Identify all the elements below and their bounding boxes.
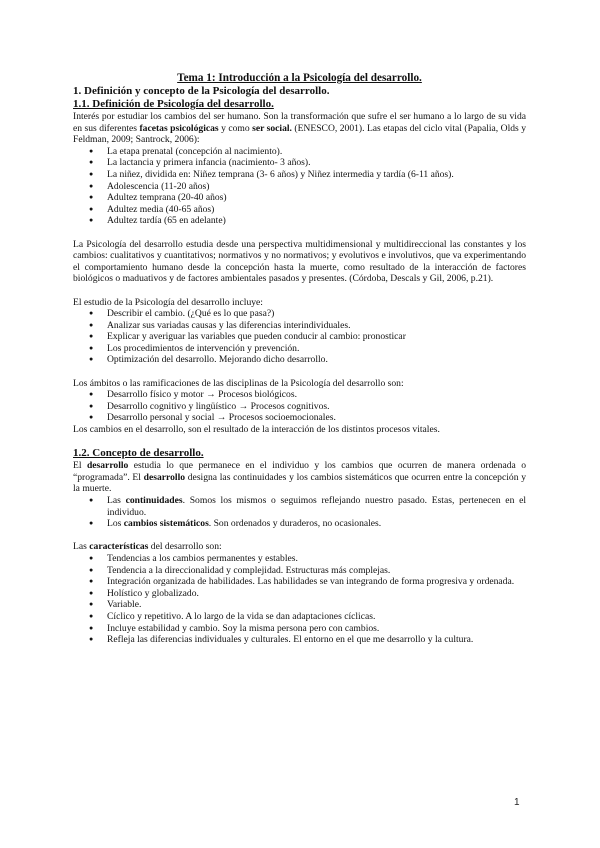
list-item: ● Explicar y averiguar las variables que pueden conducir al cambio: pronosticar: [73, 331, 526, 343]
section-heading-1: 1. Definición y concepto de la Psicología del desarrollo.: [73, 85, 330, 97]
definition-paragraph: La Psicología del desarrollo estudia desde una perspectiva multidimensional y multidireccional las constantes y los cambios: cualitativos y cuantitativos; normativos y no normativos; y evolutivos e involutivos, que va experimentando el comportamiento humano desde la concepción hasta la muerte, como resultado de la interacción de factores biológicos o maduativos y de factores ambientales pasados y presentes. (Córdoba, Descals y Gil, 2006, p.21).: [73, 238, 526, 285]
list-item: ● Desarrollo cognitivo y lingüístico → Procesos cognitivos.: [73, 401, 526, 413]
list-item: ● La lactancia y primera infancia (nacimiento- 3 años).: [73, 157, 526, 169]
ambitos-intro: Los ámbitos o las ramificaciones de las disciplinas de la Psicología del desarrollo son:: [73, 377, 404, 389]
text-run: El: [73, 460, 87, 472]
includes-intro: El estudio de la Psicología del desarrollo incluye:: [73, 296, 263, 308]
text-run: y como: [218, 122, 253, 134]
list-item: ● Analizar sus variadas causas y las diferencias interindividuales.: [73, 320, 526, 332]
list-item: [73, 518, 526, 530]
desarrollo-paragraph: [73, 460, 526, 495]
list-item: ● Desarrollo físico y motor → Procesos biológicos.: [73, 389, 526, 401]
list-item: ● Tendencias a los cambios permanentes y estables.: [73, 553, 526, 565]
bold-term: facetas psicológicas: [139, 122, 219, 134]
bold-term: características: [89, 541, 149, 553]
list-item: ● La niñez, dividida en: Niñez temprana (3- 6 años) y Niñez intermedia y tardía (6-11 años).: [73, 169, 526, 181]
list-item: ● La etapa prenatal (concepción al nacimiento).: [73, 146, 526, 158]
list-item: ● Adolescencia (11-20 años): [73, 181, 526, 193]
list-item: ● Adultez media (40-65 años): [73, 204, 526, 216]
list-item: ● Variable.: [73, 599, 526, 611]
desarrollo-list: [73, 495, 526, 530]
subsection-heading-1-2: 1.2. Concepto de desarrollo.: [73, 447, 204, 460]
text-run: (ENESCO, 2001). Las etapas del ciclo vital (Papalia, Olds y Feldman, 2009; Santrock, 2006):: [73, 122, 527, 146]
document-page: [73, 72, 526, 646]
stages-list: [73, 146, 526, 227]
text-run: Los: [107, 518, 124, 530]
closing-paragraph: Los cambios en el desarrollo, son el resultado de la interacción de los distintos procesos vitales.: [73, 424, 440, 436]
caracteristicas-intro: [73, 541, 526, 553]
list-item: ● Incluye estabilidad y cambio. Soy la misma persona pero con cambios.: [73, 623, 526, 635]
bold-term: desarrollo: [143, 471, 186, 483]
bold-term: continuidades: [125, 495, 183, 506]
text-run: Las: [107, 495, 126, 506]
list-item: ● Holístico y globalizado.: [73, 588, 526, 600]
list-item: ● Describir el cambio. (¿Qué es lo que pasa?): [73, 308, 526, 320]
bold-term: ser social.: [252, 122, 292, 134]
list-item: ● Desarrollo personal y social → Procesos socioemocionales.: [73, 412, 526, 424]
text-run: . Somos los mismos o seguimos reflejando nuestro pasado. Estas, pertenecen en el individuo.: [107, 495, 526, 518]
caracteristicas-list: [73, 553, 526, 646]
document-title: Tema 1: Introducción a la Psicología del desarrollo.: [177, 72, 422, 84]
text-run: Las: [73, 541, 90, 553]
page-number: 1: [514, 797, 520, 808]
list-item: ● Refleja las diferencias individuales y culturales. El entorno en el que me desarrollo y la cultura.: [73, 634, 526, 646]
list-item: [73, 495, 526, 518]
intro-paragraph: [73, 111, 526, 146]
list-item: ● Adultez tardía (65 en adelante): [73, 215, 526, 227]
bold-term: cambios sistemáticos: [123, 518, 209, 530]
list-item: ● Optimización del desarrollo. Mejorando dicho desarrollo.: [73, 354, 526, 366]
includes-list: [73, 308, 526, 366]
list-item: ● Cíclico y repetitivo. A lo largo de la vida se dan adaptaciones cíclicas.: [73, 611, 526, 623]
text-run: designa las continuidades y los cambios sistemáticos que ocurren entre la concepción y la muerte.: [73, 471, 526, 495]
bold-term: desarrollo: [86, 460, 129, 472]
list-item: ● Tendencia a la direccionalidad y complejidad. Estructuras más complejas.: [73, 565, 526, 577]
subsection-heading-1-1: 1.1. Definición de Psicología del desarrollo.: [73, 98, 274, 110]
text-run: . Son ordenados y duraderos, no ocasionales.: [208, 518, 382, 530]
text-run: del desarrollo son:: [148, 541, 222, 553]
ambitos-list: [73, 389, 526, 424]
text-run: Interés por estudiar los cambios del ser humano. Son la transformación que sufre el ser humano a lo largo de su vida en sus diferentes: [73, 111, 526, 134]
list-item: ● Los procedimientos de intervención y prevención.: [73, 343, 526, 355]
text-run: estudia lo que permanece en el individuo y los cambios que ocurren de manera ordenada o “programada”. El: [73, 460, 526, 483]
list-item: ● Adultez temprana (20-40 años): [73, 192, 526, 204]
list-item: ● Integración organizada de habilidades. Las habilidades se van integrando de forma progresiva y ordenada.: [73, 576, 526, 588]
